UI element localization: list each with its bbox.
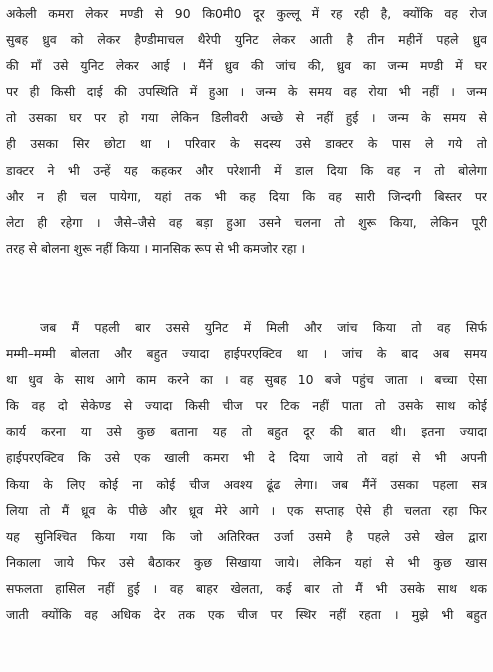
text-line: निकाला जाये फिर उसे बैठाकर कुछ सिखाया जाये। लेकिन यहां से भी कुछ खास — [6, 554, 487, 570]
text-line: और न ही चल पायेगा, यहां तक भी कह दिया कि वह सारी जिन्दगी बिस्तर पर — [6, 188, 487, 204]
text-line: पर ही किसी दाई की उपस्थिति में हुआ । जन्म के समय वह रोया भी नहीं । जन्म — [6, 84, 487, 100]
paragraph-2 — [6, 315, 487, 628]
text-line: हाईपरएक्टिव कि उसे एक खाली कमरा भी दे दिया जाये तो वहां से भी अपनी — [6, 450, 487, 466]
text-line: जाती क्योंकि वह अधिक देर तक एक चीज पर स्थिर नहीं रहता । मुझे भी बहुत — [6, 607, 487, 623]
paragraph-1 — [6, 1, 487, 262]
text-line: ही उसका सिर छोटा था । परिवार के सदस्य उसे डाक्टर के पास ले गये तो — [6, 136, 487, 152]
text-line: तरह से बोलना शुरू नहीं किया । मानसिक रूप से भी कमजोर रहा । — [6, 240, 306, 256]
text-line: था धुव के साथ आगे काम करने का । वह सुबह 10 बजे पहुंच जाता । बच्चा ऐसा — [6, 372, 487, 388]
text-line: मम्मी–मम्मी बोलता और बहुत ज्यादा हाईपरएक्टिव था । जांच के बाद अब समय — [6, 346, 487, 362]
text-line: कि वह दो सेकेण्ड से ज्यादा किसी चीज पर टिक नहीं पाता तो उसके साथ कोई — [6, 398, 487, 414]
text-line: सफलता हासिल नहीं हुई । वह बाहर खेलता, कई बार तो मैं भी उसके साथ थक — [6, 580, 487, 596]
text-line: यह सुनिश्चित किया गया कि जो अतिरिक्त उर्जा उसमे है पहले उसे खेल द्वारा — [6, 528, 487, 544]
text-line: तो उसका घर पर हो गया लेकिन डिलीवरी अच्छे से नहीं हुई । जन्म के समय से — [6, 110, 487, 126]
text-line: अकेली कमरा लेकर मण्डी से 90 कि0मी0 दूर कुल्लू में रह रही है, क्योंकि वह रोज — [6, 6, 487, 21]
text-line: कार्य करना या उसे कुछ बताना यह तो बहुत दूर की बात थी। इतना ज्यादा — [6, 424, 487, 440]
text-line: लेटा ही रहेगा । जैसे–जैसे वह बड़ा हुआ उसने चलना तो शुरू किया, लेकिन पूरी — [6, 214, 487, 230]
text-line: सुबह ध्रुव को लेकर हैण्डीमाचल थैरेपी युनिट लेकर आती है तीन महीनें पहले ध्रुव — [6, 32, 487, 48]
text-line: किया के लिए कोई ना कोई चीज अवश्य ढूंढ लेगा। जब मैंनें उसका पहला सत्र — [6, 476, 487, 492]
text-line: डाक्टर ने भी उन्हें यह कहकर और परेशानी में डाल दिया कि वह न तो बोलेगा — [6, 162, 487, 178]
text-line: लिया तो मैं ध्रूव के पीछे और ध्रूव मेरे आगे । एक सप्ताह ऐसे ही चलता रहा फिर — [6, 502, 487, 518]
text-line: जब मैं पहली बार उससे युनिट में मिली और जांच किया तो वह सिर्फ — [40, 320, 487, 335]
text-line: की माँ उसे युनिट लेकर आई । मैंनें ध्रुव की जांच की, ध्रुव का जन्म मण्डी में घर — [6, 58, 487, 74]
